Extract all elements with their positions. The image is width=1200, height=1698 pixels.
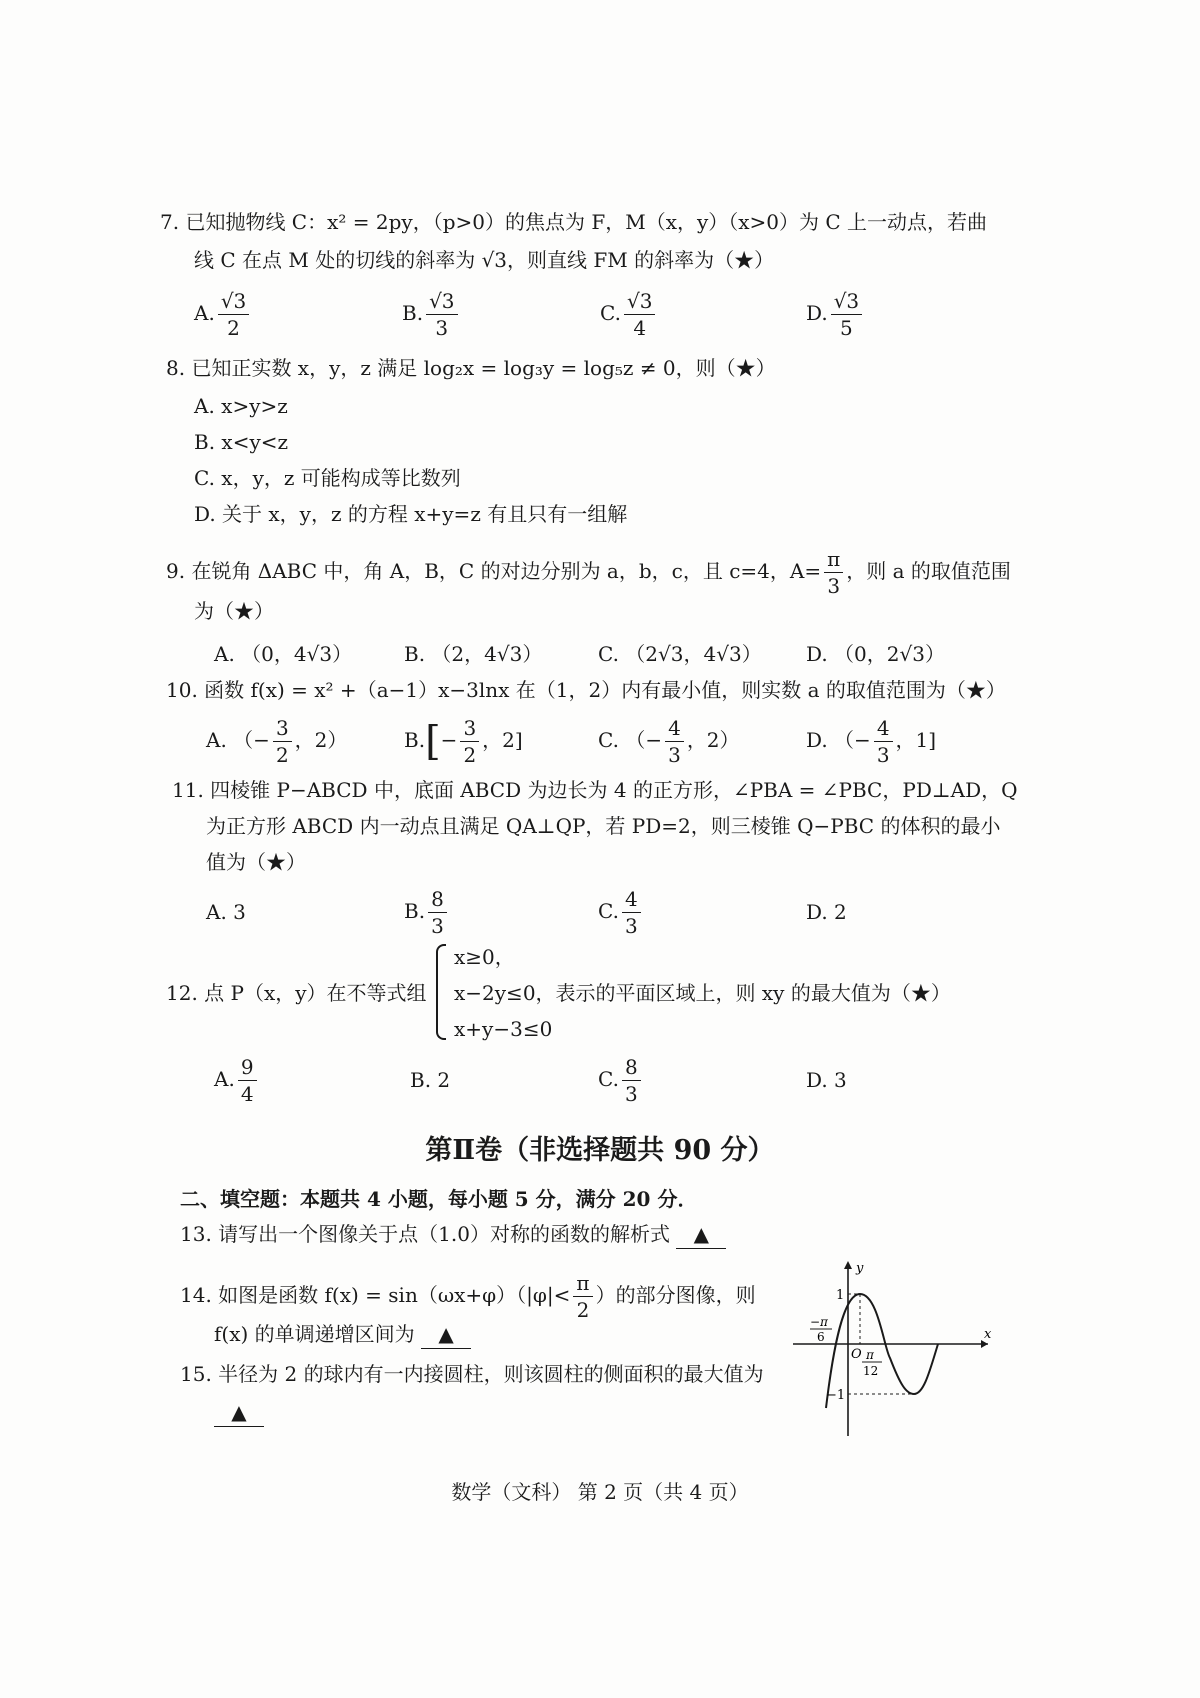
q9-option-a: A. （0，4√3） <box>214 642 353 666</box>
page-footer: 数学（文科） 第 2 页（共 4 页） <box>451 1480 749 1504</box>
q14-line1: 14. 如图是函数 f(x) = sin（ωx+φ）（|φ|< $\frac{\pi}{2}$ ）的部分图像，则 <box>180 1271 756 1322</box>
q9-line2: 为（★） <box>194 599 274 623</box>
q10-option-c: C. （− $\frac{4}{3}$ ，2） <box>598 716 740 767</box>
q11-option-c: C. $\frac{4}{3}$ <box>598 886 644 939</box>
q7-option-b: B. $\frac{√3}{3}$ <box>402 288 461 341</box>
q9-option-c: C. （2√3，4√3） <box>598 642 762 666</box>
q11-option-b: B. $\frac{8}{3}$ <box>404 886 450 939</box>
y-axis-label: y <box>856 1261 864 1276</box>
y-axis-arrow-icon <box>844 1261 852 1269</box>
q12-option-c: C. $\frac{8}{3}$ <box>598 1054 644 1107</box>
q12-system-brace <box>436 944 446 1040</box>
part2-title: 第Ⅱ卷（非选择题共 90 分） <box>425 1135 775 1166</box>
q7-line2: 线 C 在点 M 处的切线的斜率为 √3，则直线 FM 的斜率为（★） <box>194 248 775 272</box>
x-axis-label: x <box>984 1327 992 1342</box>
x-left-tick-num: −π <box>810 1315 828 1329</box>
origin-label: O <box>851 1347 862 1362</box>
q7-option-c: C. $\frac{√3}{4}$ <box>600 288 658 341</box>
q12-option-b: B. 2 <box>410 1068 451 1092</box>
q7-line1: 7. 已知抛物线 C：x² = 2py，（p>0）的焦点为 F，M（x，y）（x>0）为 C 上一动点，若曲 <box>160 210 988 234</box>
section-2-heading: 二、填空题：本题共 4 小题，每小题 5 分，满分 20 分． <box>180 1187 698 1211</box>
q12-ineq-1: x≥0， <box>454 945 515 969</box>
x-right-tick-num: π <box>866 1348 874 1362</box>
q12-option-d: D. 3 <box>806 1068 847 1092</box>
q13-answer-blank: ▲ <box>676 1220 726 1249</box>
q7-option-d: D. $\frac{√3}{5}$ <box>806 288 865 341</box>
q12-ineq-3: x+y−3≤0 <box>454 1017 553 1041</box>
q11-option-d: D. 2 <box>806 900 847 924</box>
q9-option-d: D. （0，2√3） <box>806 642 945 666</box>
q9-line1: 9. 在锐角 ΔABC 中，角 A，B，C 的对边分别为 a，b，c，且 c=4，A= $\frac{\pi}{3}$ ，则 a 的取值范围 <box>166 547 1011 598</box>
q12-stem: 12. 点 P（x，y）在不等式组 <box>166 981 427 1005</box>
y-max-label: 1 <box>836 1288 845 1303</box>
q10-option-a: A. （− $\frac{3}{2}$ ，2） <box>206 716 348 767</box>
q14-answer-blank: ▲ <box>421 1320 471 1349</box>
q11-line3: 值为（★） <box>206 850 306 874</box>
q11-line2: 为正方形 ABCD 内一动点且满足 QA⊥QP，若 PD=2，则三棱锥 Q−PBC 的体积的最小 <box>206 814 1001 838</box>
q10-option-d: D. （− $\frac{4}{3}$ ，1] <box>806 716 937 767</box>
q11-line1: 11. 四棱锥 P−ABCD 中，底面 ABCD 为边长为 4 的正方形，∠PBA = ∠PBC，PD⊥AD，Q <box>172 778 1018 802</box>
sine-graph-figure <box>788 1258 998 1438</box>
q8-option-c: C. x，y，z 可能构成等比数列 <box>194 466 461 490</box>
q14-line2: f(x) 的单调递增区间为 ▲ <box>214 1320 471 1349</box>
q8-option-d: D. 关于 x，y，z 的方程 x+y=z 有且只有一组解 <box>194 502 628 526</box>
q13-line: 13. 请写出一个图像关于点（1.0）对称的函数的解析式 ▲ <box>180 1220 726 1249</box>
q8-option-a: A. x>y>z <box>194 394 288 418</box>
q9-option-b: B. （2，4√3） <box>404 642 543 666</box>
x-right-tick-den: 12 <box>863 1364 879 1378</box>
q12-ineq-2: x−2y≤0，表示的平面区域上，则 xy 的最大值为（★） <box>454 981 951 1005</box>
q8-stem: 8. 已知正实数 x，y，z 满足 log₂x = log₃y = log₅z ≠ 0，则（★） <box>166 356 776 380</box>
q15-answer-blank: ▲ <box>214 1398 264 1427</box>
q7-option-a: A. $\frac{√3}{2}$ <box>194 288 252 341</box>
q12-option-a: A. $\frac{9}{4}$ <box>214 1054 260 1107</box>
q11-option-a: A. 3 <box>206 900 246 924</box>
y-min-label: −1 <box>826 1388 846 1403</box>
q15-answer-line <box>214 1398 264 1427</box>
q10-option-b: B.[− $\frac{3}{2}$ ，2] <box>404 716 523 767</box>
q10-stem: 10. 函数 f(x) = x² +（a−1）x−3lnx 在（1，2）内有最小值，则实数 a 的取值范围为（★） <box>166 678 1006 702</box>
x-left-tick-den: 6 <box>817 1330 825 1344</box>
q15-line: 15. 半径为 2 的球内有一内接圆柱，则该圆柱的侧面积的最大值为 <box>180 1362 764 1386</box>
q8-option-b: B. x<y<z <box>194 430 289 454</box>
